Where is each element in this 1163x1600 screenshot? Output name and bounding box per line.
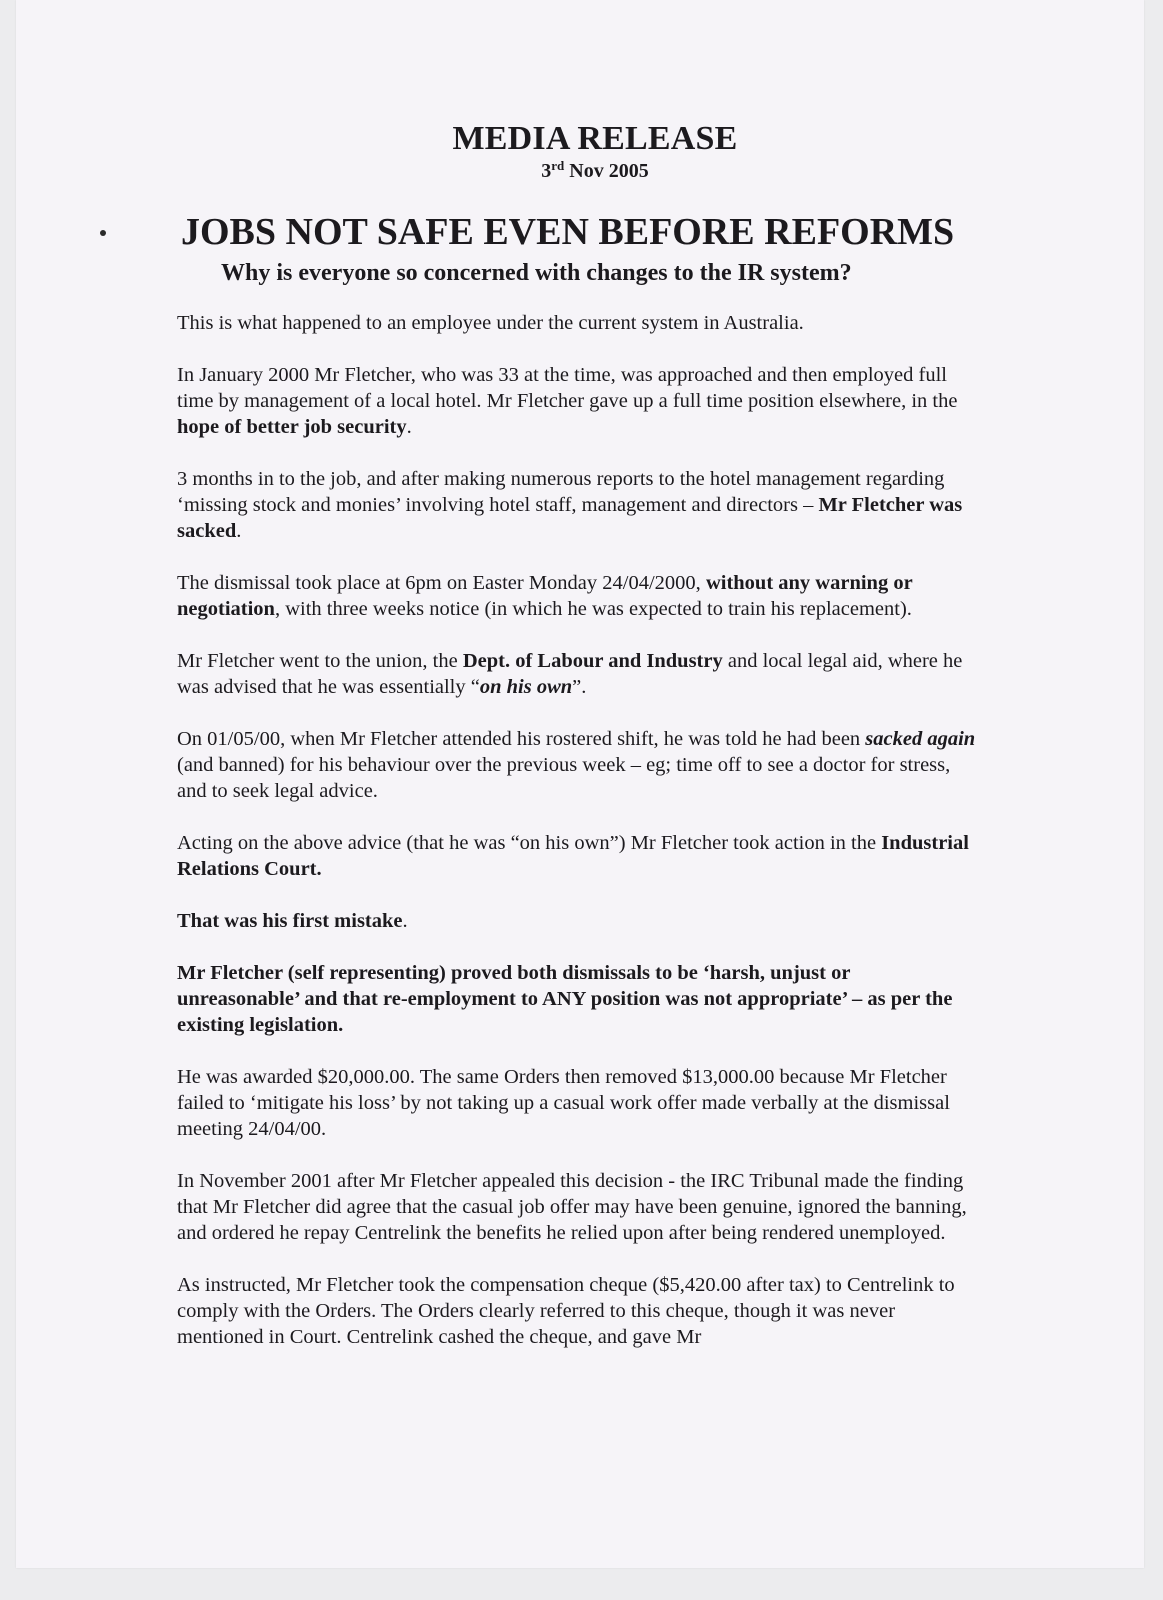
paragraph-6 [177, 726, 977, 804]
p2-text: In January 2000 Mr Fletcher, who was 33 at the time, was approached and then employed full time by management of a local hotel. Mr Fletcher gave up a full time position elsewhere, in the [177, 364, 958, 412]
p5-bold: Dept. of Labour and Industry [462, 650, 723, 672]
p5-bold-italic: on his own [479, 676, 573, 698]
document-page [16, 0, 1144, 1568]
paragraph-5 [177, 648, 977, 700]
p2-end: . [406, 416, 412, 438]
p3-bold: Mr Fletcher was sacked [177, 494, 963, 542]
p5-mid: and local legal aid, where he was advised that he was essentially “ [177, 650, 963, 698]
paragraph-2 [177, 362, 977, 440]
p5-end: ”. [572, 676, 587, 698]
release-title: MEDIA RELEASE [452, 120, 738, 157]
p5-text: Mr Fletcher went to the union, the [177, 650, 463, 672]
paragraph-8 [177, 908, 977, 934]
p8-end: . [402, 910, 408, 932]
paragraph-10: He was awarded $20,000.00. The same Orders then removed $13,000.00 because Mr Fletcher failed to ‘mitigate his loss’ by not taking up a casual work offer made verbally at the dismissal meeting 24/04/00. [177, 1066, 950, 1140]
p4-bold: without any warning or negotiation [177, 572, 913, 620]
p3-text: 3 months in to the job, and after making numerous reports to the hotel management regarding ‘missing stock and monies’ involving hotel staff, management and directors – [177, 468, 945, 516]
paragraph-12: As instructed, Mr Fletcher took the compensation cheque ($5,420.00 after tax) to Centrelink to comply with the Orders. The Orders clearly referred to this cheque, though it was never mentioned in Court. Centrelink cashed the cheque, and gave Mr [177, 1274, 955, 1348]
release-header [16, 120, 1144, 184]
paragraph-1: This is what happened to an employee under the current system in Australia. [177, 312, 804, 334]
date-suffix: rd [551, 158, 565, 173]
paragraph-7 [177, 830, 977, 882]
paragraph-9: Mr Fletcher (self representing) proved both dismissals to be ‘harsh, unjust or unreasonable’ and that re-employment to ANY position was not appropriate’ – as per the existing legislation. [177, 962, 953, 1036]
p8-bold: That was his first mistake [177, 910, 403, 932]
article-body [177, 310, 977, 1376]
date-rest: Nov 2005 [564, 160, 649, 182]
sub-headline: Why is everyone so concerned with changes to the IR system? [221, 260, 852, 286]
p3-end: . [236, 520, 242, 542]
p7-text: Acting on the above advice (that he was “on his own”) Mr Fletcher took action in the [177, 832, 882, 854]
headline-block [16, 210, 1144, 288]
paragraph-4 [177, 570, 977, 622]
paragraph-3 [177, 466, 977, 544]
p2-bold: hope of better job security [177, 416, 407, 438]
paragraph-11: In November 2001 after Mr Fletcher appealed this decision - the IRC Tribunal made the finding that Mr Fletcher did agree that the casual job offer may have been genuine, ignored the banning, and ordered he repay Centrelink the benefits he relied upon after being rendered unemployed. [177, 1170, 967, 1244]
p6-bold-italic: sacked again [865, 728, 976, 750]
main-headline: JOBS NOT SAFE EVEN BEFORE REFORMS [181, 211, 955, 253]
p7-bold: Industrial Relations Court. [177, 832, 969, 880]
p6-end: (and banned) for his behaviour over the previous week – eg; time off to see a doctor for stress, and to seek legal advice. [177, 754, 951, 802]
p4-end: , with three weeks notice (in which he was expected to train his replacement). [274, 598, 912, 620]
date-day: 3 [541, 160, 552, 182]
p6-text: On 01/05/00, when Mr Fletcher attended his rostered shift, he was told he had been [177, 728, 866, 750]
p4-text: The dismissal took place at 6pm on Easter Monday 24/04/2000, [177, 572, 706, 594]
release-date [46, 158, 1144, 184]
